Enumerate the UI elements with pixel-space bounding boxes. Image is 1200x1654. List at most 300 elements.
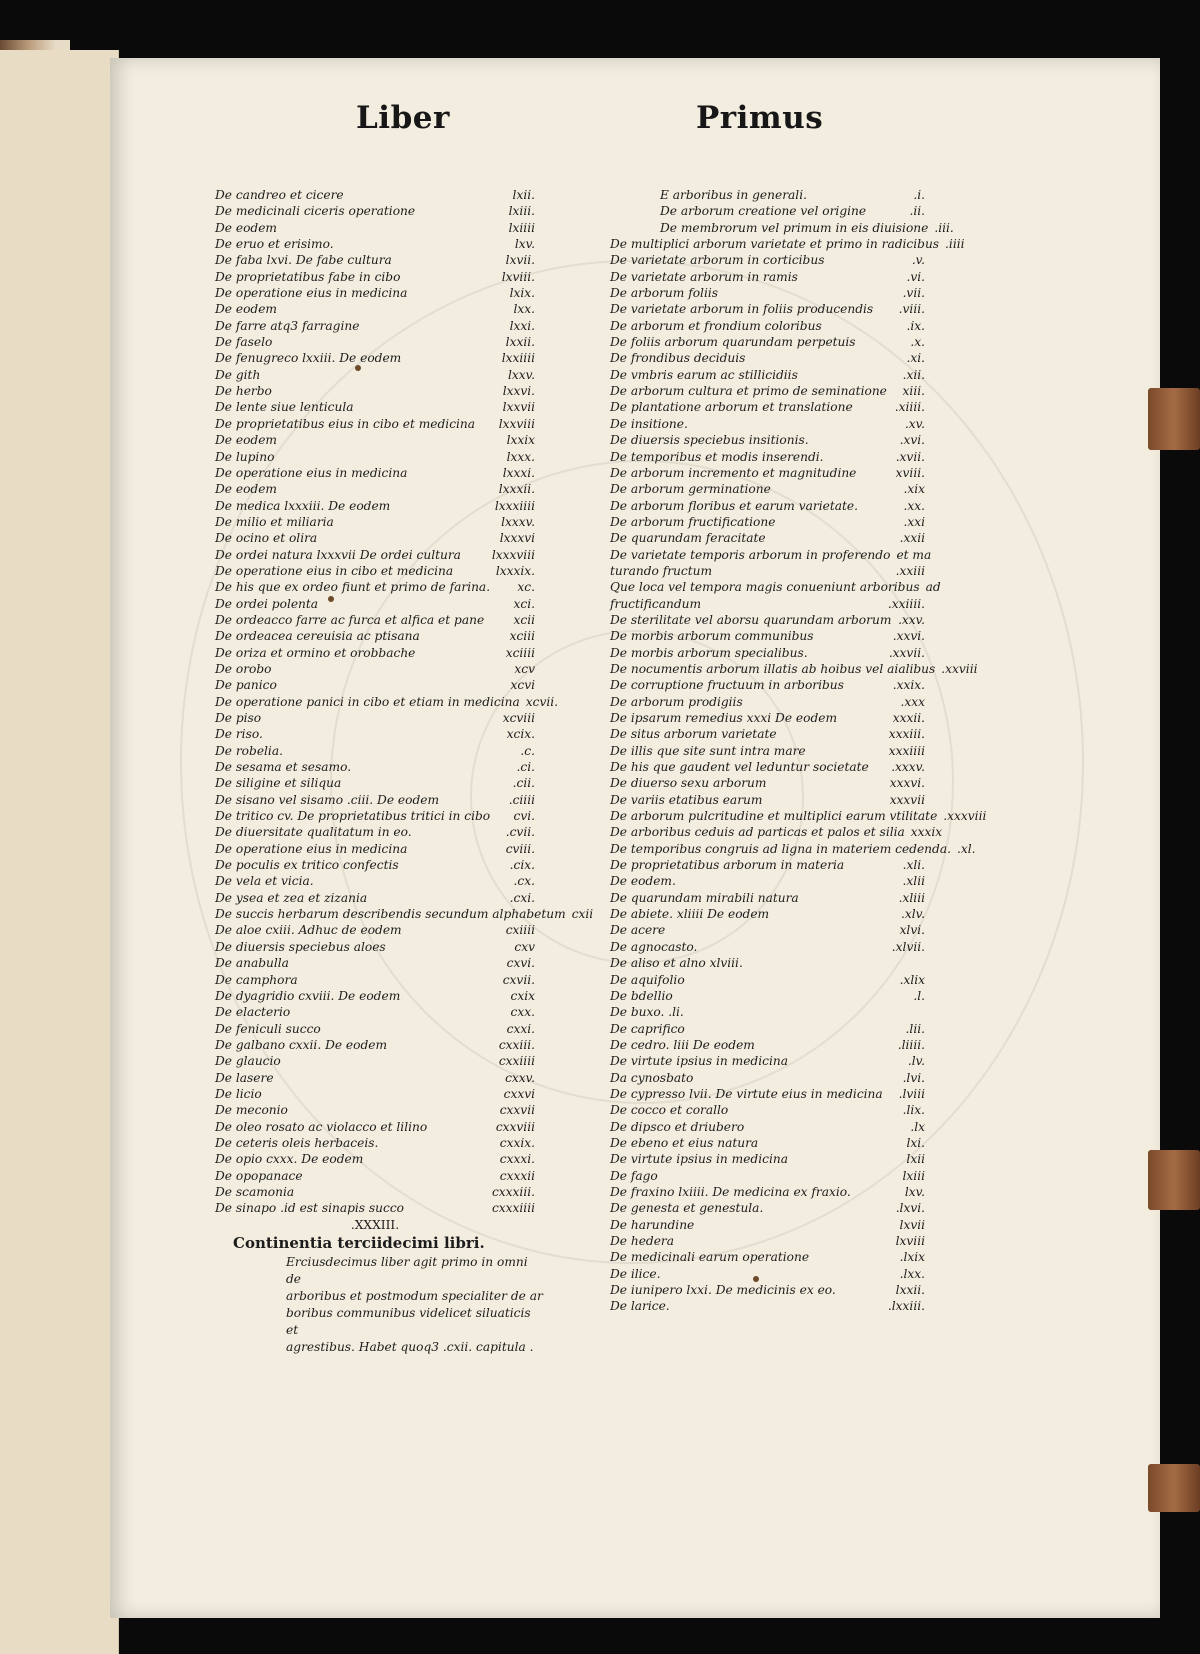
entry-title: De insitione.	[610, 416, 688, 431]
entry-chapter-number: lxxxi.	[502, 465, 535, 480]
index-entry	[610, 890, 925, 906]
entry-title: De variis etatibus earum	[610, 792, 763, 807]
entry-chapter-number: cxiiii	[505, 923, 535, 938]
entry-title: De morbis arborum specialibus.	[610, 645, 808, 660]
entry-chapter-number: .xxx	[900, 694, 925, 709]
entry-title: De foliis arborum quarundam perpetuis	[610, 335, 856, 350]
entry-title: De eodem.	[610, 874, 676, 889]
entry-title: De dyagridio cxviii. De eodem	[215, 988, 401, 1003]
entry-chapter-number: cxxxiii.	[491, 1184, 535, 1199]
entry-chapter-number: xcviii	[502, 711, 535, 725]
entry-chapter-number: cviii.	[505, 841, 535, 856]
entry-chapter-number: .cix.	[509, 858, 535, 873]
entry-title: De medicinali earum operatione	[610, 1250, 810, 1265]
entry-chapter-number: .xii.	[902, 367, 925, 382]
index-entry	[610, 1119, 925, 1135]
entry-title: De varietate arborum in foliis producendis	[610, 302, 874, 317]
entry-title: De panico	[215, 678, 277, 693]
entry-chapter-number: lxii.	[512, 188, 535, 202]
entry-title: De nocumentis arborum illatis ab hoibus vel aialibus	[610, 661, 936, 676]
entry-title: De buxo. .li.	[610, 1005, 684, 1020]
entry-title: De succis herbarum describendis secundum alphabetum	[215, 907, 566, 922]
entry-title: De virtute ipsius in medicina	[610, 1152, 788, 1167]
entry-title: De operatione eius in medicina	[215, 841, 408, 856]
entry-title: De bdellio	[610, 988, 673, 1003]
entry-title: De piso	[215, 711, 262, 725]
index-entry	[610, 1200, 925, 1216]
entry-chapter-number: xciiii	[505, 645, 535, 660]
entry-title: De morbis arborum communibus	[610, 629, 814, 644]
entry-chapter-number: xci.	[513, 596, 535, 611]
index-entry	[610, 1233, 925, 1249]
index-entry	[215, 841, 535, 857]
entry-chapter-number: .v.	[911, 253, 925, 268]
entry-chapter-number: ad	[925, 580, 941, 595]
index-entry	[215, 890, 535, 906]
index-entry	[610, 203, 925, 219]
entry-chapter-number: .xlvii.	[891, 939, 925, 954]
entry-title: De arborum floribus et earum varietate.	[610, 498, 858, 513]
index-entry	[610, 236, 965, 252]
entry-chapter-number: .lxxiii.	[887, 1299, 925, 1314]
entry-chapter-number: .lxix	[899, 1250, 925, 1265]
entry-title: De opopanace	[215, 1168, 303, 1183]
index-entry	[215, 285, 535, 301]
entry-title: De caprifico	[610, 1021, 685, 1036]
entry-title: De operatione eius in medicina	[215, 465, 408, 480]
entry-title: De feniculi succo	[215, 1021, 321, 1036]
index-entry	[610, 563, 925, 579]
index-entry	[610, 432, 925, 448]
entry-chapter-number: cxxix.	[499, 1135, 535, 1150]
entry-chapter-number: lxx.	[513, 302, 535, 317]
entry-chapter-number: .lvi.	[902, 1070, 925, 1085]
index-entry	[215, 220, 535, 236]
entry-chapter-number: .xix	[903, 482, 925, 497]
entry-title: De operatione panici in cibo et etiam in medicina	[215, 694, 520, 709]
entry-title: Da cynosbato	[610, 1070, 694, 1085]
entry-chapter-number: xciii	[509, 629, 535, 644]
entry-title: De eodem	[215, 220, 277, 235]
entry-chapter-number: cxii	[571, 907, 594, 922]
index-entry	[610, 792, 925, 808]
index-entry	[215, 824, 535, 840]
index-entry	[610, 1298, 925, 1314]
index-entry	[215, 1021, 535, 1037]
entry-title: De lente siue lenticula	[215, 400, 354, 415]
entry-title: De ocino et olira	[215, 531, 318, 546]
running-header-left: Liber	[356, 100, 450, 136]
entry-title: De ordeacco farre ac furca et alfica et pane	[215, 612, 485, 627]
index-entry	[215, 906, 594, 922]
entry-chapter-number: cxxxii	[499, 1168, 535, 1183]
entry-title: De arborum germinatione	[610, 482, 771, 497]
index-entry	[610, 465, 925, 481]
index-entry	[215, 1119, 535, 1135]
entry-chapter-number: .ii.	[909, 204, 925, 219]
entry-chapter-number: .cvii.	[505, 825, 535, 840]
entry-title: De cocco et corallo	[610, 1103, 729, 1118]
index-entry	[215, 1151, 535, 1167]
entry-title: De ilice.	[610, 1266, 661, 1281]
index-entry	[610, 498, 925, 514]
entry-chapter-number: .lx	[910, 1119, 925, 1134]
index-entry	[610, 1249, 925, 1265]
entry-title: De ordei natura lxxxvii De ordei cultura	[215, 547, 461, 562]
index-entry	[610, 612, 925, 628]
entry-title: De diuerso sexu arborum	[610, 776, 767, 791]
entry-chapter-number: .ix.	[906, 318, 925, 333]
index-entry	[610, 1021, 925, 1037]
entry-title: De proprietatibus arborum in materia	[610, 858, 845, 873]
index-entry	[610, 514, 925, 530]
entry-title: De agnocasto.	[610, 939, 698, 954]
index-entry	[610, 416, 925, 432]
entry-title: De galbano cxxii. De eodem	[215, 1037, 388, 1052]
index-entry	[610, 1168, 925, 1184]
entry-title: De aliso et alno xlviii.	[610, 956, 743, 971]
entry-title: De arborum et frondium coloribus	[610, 318, 822, 333]
entry-chapter-number: .lix.	[902, 1103, 925, 1118]
entry-chapter-number: cxxvi	[503, 1086, 535, 1101]
entry-title: De anabulla	[215, 956, 289, 971]
entry-title: De sisano vel sisamo .ciii. De eodem	[215, 792, 440, 807]
entry-title: De licio	[215, 1086, 262, 1101]
entry-chapter-number: xxxiii.	[888, 727, 925, 742]
entry-chapter-number: lxii	[906, 1152, 925, 1167]
entry-title: De ysea et zea et zizania	[215, 890, 368, 905]
entry-chapter-number: cxvii.	[502, 972, 535, 987]
index-entry	[215, 1086, 535, 1102]
entry-chapter-number: lxxii.	[505, 335, 535, 350]
index-entry	[215, 628, 535, 644]
index-entry	[215, 498, 535, 514]
index-entry	[610, 1184, 925, 1200]
index-entry	[610, 383, 925, 399]
entry-title: De larice.	[610, 1299, 670, 1314]
index-entry	[610, 220, 954, 236]
index-entry	[215, 1168, 535, 1184]
entry-title: De faba lxvi. De fabe cultura	[215, 253, 392, 268]
entry-chapter-number: .lxvi.	[895, 1201, 925, 1216]
entry-chapter-number: lxiii.	[508, 204, 535, 219]
index-entry	[610, 988, 925, 1004]
entry-chapter-number: .xvi.	[899, 433, 925, 448]
index-entry	[215, 759, 535, 775]
entry-chapter-number: .xxvii.	[888, 645, 925, 660]
entry-chapter-number: .xlix	[899, 972, 925, 987]
entry-chapter-number: cxxxi.	[499, 1152, 535, 1167]
entry-chapter-number: lxxvi.	[502, 384, 535, 399]
entry-title: De arboribus ceduis ad particas et palos et silia	[610, 825, 905, 840]
index-entry	[215, 1070, 535, 1086]
entry-chapter-number: cxxv.	[505, 1070, 535, 1085]
entry-title: De sinapo .id est sinapis succo	[215, 1201, 405, 1216]
index-entry	[610, 808, 987, 824]
index-entry	[610, 285, 925, 301]
index-entry	[215, 857, 535, 873]
ink-dot	[355, 365, 361, 371]
leather-tab-top	[1148, 388, 1200, 450]
entry-chapter-number: cxx.	[510, 1005, 535, 1020]
index-entry	[610, 579, 941, 595]
left-column-footer: .XXXIII.	[350, 1217, 400, 1232]
entry-chapter-number: lxxxii.	[498, 482, 535, 497]
entry-title: De milio et miliaria	[215, 514, 334, 529]
index-entry	[215, 514, 535, 530]
contents-title: Continentia terciidecimi libri.	[233, 1234, 485, 1252]
index-entry	[215, 726, 535, 742]
entry-title: De farre atq3 farragine	[215, 318, 360, 333]
entry-chapter-number: lxviii	[895, 1234, 925, 1248]
index-entry	[610, 1037, 925, 1053]
entry-title: De faselo	[215, 335, 273, 350]
entry-chapter-number: xcv	[514, 661, 535, 676]
index-entry	[610, 857, 925, 873]
entry-title: De corruptione fructuum in arboribus	[610, 678, 844, 693]
entry-title: De arborum foliis	[610, 286, 718, 301]
entry-chapter-number: xxxiiii	[888, 743, 925, 758]
entry-chapter-number: lxvii	[899, 1217, 925, 1232]
entry-title: De arborum fructificatione	[610, 514, 776, 529]
index-entry	[610, 187, 925, 203]
index-entry	[215, 203, 535, 219]
index-entry	[215, 334, 535, 350]
entry-title: De diuersitate qualitatum in eo.	[215, 825, 412, 840]
index-entry	[610, 873, 925, 889]
entry-title: De dipsco et driubero	[610, 1119, 745, 1134]
entry-title: De lasere	[215, 1070, 274, 1085]
entry-title: De quarundam mirabili natura	[610, 890, 799, 905]
entry-chapter-number: lxxxix.	[495, 563, 535, 578]
index-entry	[215, 596, 535, 612]
entry-chapter-number: cxxviii	[495, 1119, 535, 1134]
entry-title: De cypresso lvii. De virtute eius in medicina	[610, 1086, 883, 1101]
index-entry	[610, 955, 925, 971]
entry-chapter-number: cxxvii	[499, 1103, 535, 1118]
index-entry	[610, 1086, 925, 1102]
entry-chapter-number: lxxx.	[506, 449, 535, 464]
entry-chapter-number: .iiii	[945, 237, 965, 252]
entry-chapter-number: .xxviii	[941, 661, 978, 676]
index-entry	[215, 301, 535, 317]
entry-title: De arborum incremento et magnitudine	[610, 465, 857, 480]
entry-chapter-number: .cxi.	[509, 890, 535, 905]
entry-chapter-number: .x.	[910, 335, 925, 350]
entry-chapter-number: .liiii.	[897, 1037, 925, 1052]
index-entry	[610, 318, 925, 334]
entry-chapter-number: cvi.	[513, 809, 535, 824]
index-entry	[215, 1004, 535, 1020]
index-entry	[215, 1102, 535, 1118]
entry-title: De opio cxxx. De eodem	[215, 1152, 364, 1167]
entry-chapter-number: .xxxv.	[891, 760, 925, 775]
entry-chapter-number: .xv.	[904, 416, 925, 431]
index-entry	[610, 252, 925, 268]
entry-title: De siligine et siliqua	[215, 776, 342, 791]
index-entry	[610, 1135, 925, 1151]
entry-title: De ipsarum remedius xxxi De eodem	[610, 711, 838, 725]
entry-title: De gith	[215, 367, 261, 382]
entry-chapter-number: .cx.	[513, 874, 535, 889]
entry-chapter-number: .xx.	[903, 498, 925, 513]
entry-title: De frondibus deciduis	[610, 351, 746, 366]
ink-dot	[753, 1276, 759, 1282]
entry-title: De his que ex ordeo fiunt et primo de farina.	[215, 580, 491, 595]
entry-title: De aloe cxiii. Adhuc de eodem	[215, 923, 402, 938]
entry-title: De plantatione arborum et translatione	[610, 400, 853, 415]
index-entry	[610, 350, 925, 366]
entry-title: De robelia.	[215, 743, 283, 758]
index-entry	[215, 939, 535, 955]
entry-chapter-number: cxxiiii	[498, 1054, 535, 1069]
entry-chapter-number: lxv.	[904, 1184, 925, 1199]
entry-title: Que loca vel tempora magis conueniunt arboribus	[610, 580, 920, 595]
index-entry	[610, 726, 925, 742]
index-entry	[610, 710, 925, 726]
entry-chapter-number: xxxvi.	[889, 776, 925, 791]
entry-title: De membrorum vel primum in eis diuisione	[660, 220, 929, 235]
entry-chapter-number: .lv.	[907, 1054, 925, 1069]
index-entry	[610, 775, 925, 791]
entry-title: De poculis ex tritico confectis	[215, 858, 399, 873]
index-entry	[610, 1102, 925, 1118]
index-entry	[215, 547, 535, 563]
entry-title: De eruo et erisimo.	[215, 237, 334, 252]
index-entry	[215, 252, 535, 268]
index-entry	[610, 547, 932, 563]
entry-chapter-number: .xlii	[902, 874, 925, 889]
entry-chapter-number: lxix.	[509, 286, 535, 301]
index-entry	[610, 1217, 925, 1233]
entry-title: De cedro. liii De eodem	[610, 1037, 755, 1052]
entry-chapter-number: .xxiii	[895, 563, 925, 578]
entry-chapter-number: xcii	[513, 612, 535, 627]
entry-title: De fenugreco lxxiii. De eodem	[215, 351, 402, 366]
entry-chapter-number: cxvi.	[506, 956, 535, 971]
entry-chapter-number: xcvii.	[525, 694, 559, 709]
entry-title: De vmbris earum ac stillicidiis	[610, 367, 798, 382]
index-entry	[610, 530, 925, 546]
entry-chapter-number: lxviii.	[501, 269, 535, 284]
right-index-column	[610, 187, 987, 1315]
index-entry	[215, 449, 535, 465]
entry-title: De arborum cultura et primo de seminatione	[610, 384, 887, 399]
entry-title: De sterilitate vel aborsu quarundam arborum	[610, 612, 892, 627]
entry-chapter-number: xxxix	[910, 825, 943, 840]
entry-chapter-number: cxv	[514, 939, 535, 954]
index-entry	[215, 350, 535, 366]
index-entry	[610, 628, 925, 644]
entry-chapter-number: .xlv.	[901, 907, 925, 922]
index-entry	[610, 694, 925, 710]
index-entry	[215, 1200, 535, 1216]
entry-chapter-number: lxxvii	[502, 400, 535, 415]
index-entry	[610, 449, 925, 465]
entry-chapter-number: .xxiiii.	[887, 596, 925, 611]
entry-title: De operatione eius in medicina	[215, 286, 408, 301]
index-entry	[610, 1266, 925, 1282]
entry-chapter-number: .cii.	[512, 776, 535, 791]
entry-chapter-number: .xli.	[902, 858, 925, 873]
entry-chapter-number: xviii.	[895, 465, 925, 480]
entry-title: De sesama et sesamo.	[215, 760, 352, 775]
entry-chapter-number: lxxxv.	[501, 514, 535, 529]
entry-title: De lupino	[215, 449, 275, 464]
entry-chapter-number: lxv.	[514, 237, 535, 252]
entry-chapter-number: lxxxviii	[491, 547, 535, 562]
entry-chapter-number: xiii.	[902, 384, 925, 399]
index-entry	[610, 1151, 925, 1167]
index-entry	[610, 922, 925, 938]
entry-title: De ordei polenta	[215, 596, 319, 611]
entry-title: De vela et vicia.	[215, 874, 314, 889]
entry-title: De aquifolio	[610, 972, 685, 987]
entry-chapter-number: .lviii	[898, 1086, 925, 1101]
entry-chapter-number: .xxii	[899, 531, 925, 546]
index-entry	[215, 318, 535, 334]
entry-title: De ceteris oleis herbaceis.	[215, 1135, 379, 1150]
entry-chapter-number: lxvii.	[505, 253, 535, 268]
entry-title: De eodem	[215, 433, 277, 448]
entry-chapter-number: .i.	[913, 188, 925, 202]
entry-chapter-number: lxxv.	[508, 367, 535, 382]
entry-title: De fago	[610, 1168, 658, 1183]
index-entry	[215, 432, 535, 448]
leather-tab-middle	[1148, 1150, 1200, 1210]
entry-chapter-number: .vii.	[902, 286, 925, 301]
contents-line: Erciusdecimus liber agit primo in omni de	[286, 1255, 528, 1286]
entry-chapter-number: xlvi.	[899, 923, 925, 938]
entry-chapter-number: .l.	[913, 988, 925, 1003]
index-entry	[215, 236, 535, 252]
entry-chapter-number: .xiiii.	[894, 400, 925, 415]
index-entry	[215, 465, 535, 481]
entry-title: De temporibus et modis inserendi.	[610, 449, 824, 464]
entry-chapter-number: xxxvii	[889, 792, 925, 807]
entry-chapter-number: .xxvi.	[892, 629, 925, 644]
entry-chapter-number: lxxix	[506, 433, 535, 448]
index-entry	[610, 301, 925, 317]
entry-title: De situs arborum varietate	[610, 727, 777, 742]
entry-chapter-number: lxiiii	[508, 220, 535, 235]
index-entry	[215, 1184, 535, 1200]
entry-chapter-number: .xxi	[903, 514, 925, 529]
index-entry	[215, 579, 535, 595]
entry-title: De ordeacea cereuisia ac ptisana	[215, 629, 420, 644]
index-entry	[215, 743, 535, 759]
index-entry	[215, 710, 535, 726]
entry-chapter-number: .ciiii	[508, 792, 535, 807]
index-entry	[610, 841, 976, 857]
entry-title: De iunipero lxxi. De medicinis ex eo.	[610, 1283, 836, 1298]
entry-chapter-number: cxxiii.	[498, 1037, 535, 1052]
contents-line: boribus communibus videlicet siluaticis et	[286, 1306, 531, 1337]
entry-chapter-number: cxxi.	[506, 1021, 535, 1036]
index-entry	[215, 792, 535, 808]
entry-title: De tritico cv. De proprietatibus tritici in cibo	[215, 809, 491, 824]
entry-chapter-number: .lii.	[905, 1021, 925, 1036]
entry-chapter-number: xcix.	[506, 727, 535, 742]
entry-title: De temporibus congruis ad ligna in materiem cedenda.	[610, 841, 951, 856]
index-entry	[610, 759, 925, 775]
index-entry	[610, 1070, 925, 1086]
index-entry	[610, 645, 925, 661]
entry-title: De medicinali ciceris operatione	[215, 204, 416, 219]
entry-title: De camphora	[215, 972, 298, 987]
index-entry	[610, 1053, 925, 1069]
entry-chapter-number: cxix	[510, 988, 535, 1003]
